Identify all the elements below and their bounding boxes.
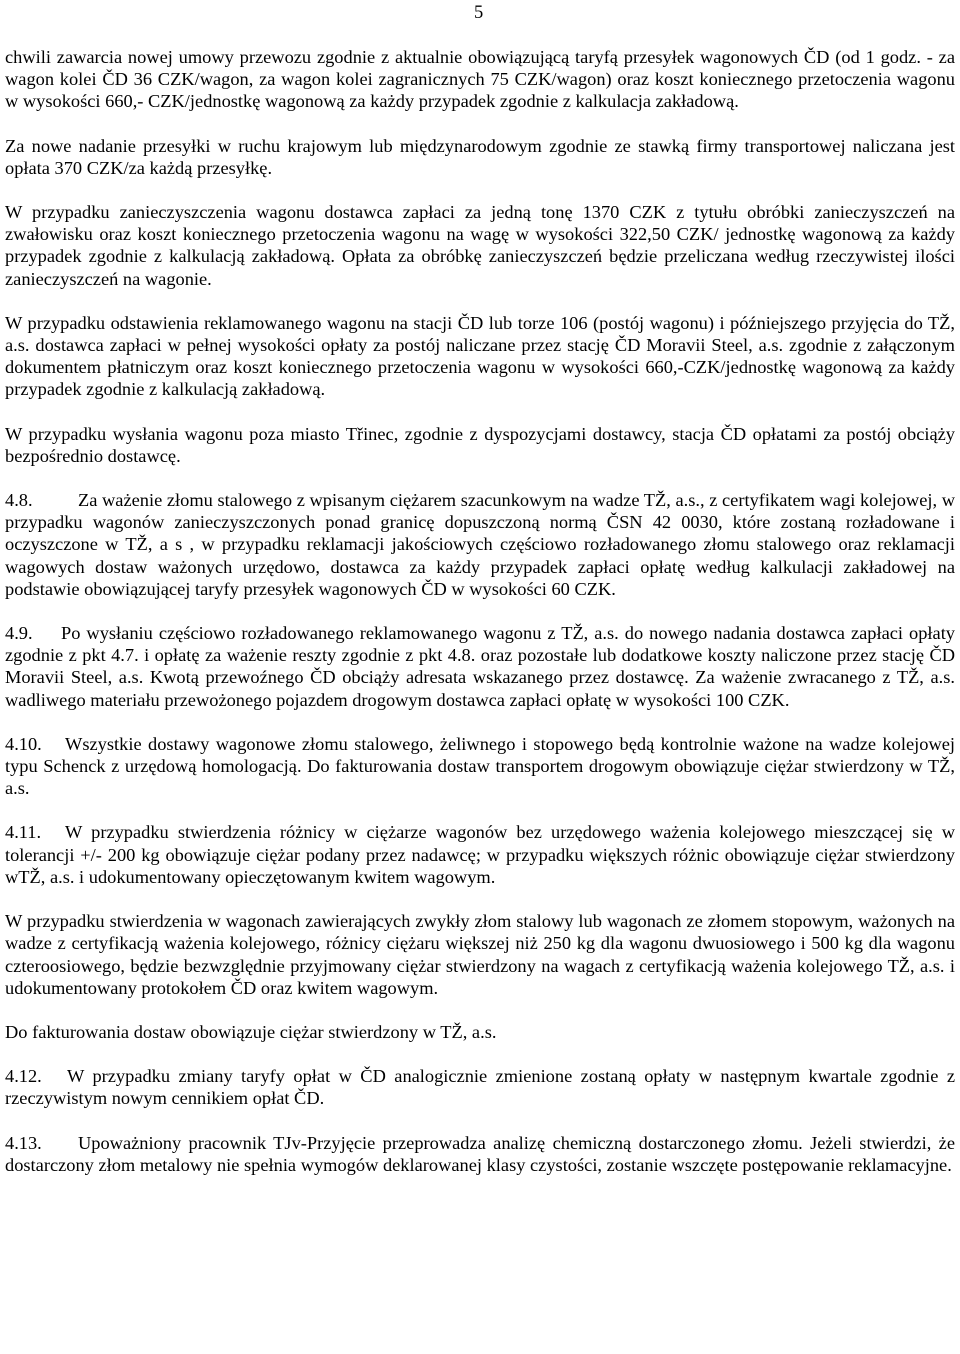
- section-number: 4.12.: [5, 1066, 42, 1087]
- section-4-10: [5, 733, 955, 800]
- paragraph-text: W przypadku zanieczyszczenia wagonu dostawca zapłaci za jedną tonę 1370 CZK z tytułu obróbki zanieczyszczeń na zwałowisku oraz koszt koniecznego przetoczenia wagonu na wagę w wysokości 322,50 CZK/ jednostkę wagonową za każdy przypadek zgodnie z kalkulacją zakładową. Opłata za obróbkę zanieczyszczeń będzie przeliczana według rzeczywistej ilości zanieczyszczeń na wagonie.: [5, 202, 955, 289]
- paragraph-text: W przypadku odstawienia reklamowanego wagonu na stacji ČD lub torze 106 (postój wagonu) i późniejszego przyjęcia do TŽ, a.s. dostawca zapłaci w pełnej wysokości opłaty za postój naliczane przez stację ČD Moravii Steel, a.s. zgodnie z załączonym dokumentem płatniczym oraz koszt koniecznego przetoczenia wagonu w wysokości 660,-CZK/jednostkę wagonową za każdy przypadek zgodnie z kalkulacją zakładową.: [5, 312, 955, 400]
- paragraph-shipment-fee: [5, 135, 955, 179]
- section-number: 4.8.: [5, 490, 33, 511]
- section-4-13: [5, 1132, 955, 1176]
- paragraph-text: W przypadku stwierdzenia w wagonach zawierających zwykły złom stalowy lub wagonach ze złomem stopowym, ważonych na wadze z certyfikacją ważenia kolejowego, różnicy ciężaru większej niż 250 kg dla wagonu dwuosiowego i 500 kg dla wagonu czteroosiowego, będzie bezwzględnie przyjmowany ciężar stwierdzony na wagach z certyfikacją ważenia kolejowego TŽ, a.s. i udokumentowany protokołem ČD oraz kwitem wagowym.: [5, 911, 955, 998]
- paragraph-text: Do fakturowania dostaw obowiązuje ciężar stwierdzony w TŽ, a.s.: [5, 1021, 497, 1042]
- section-4-9: [5, 622, 955, 711]
- paragraph-text: Po wysłaniu częściowo rozładowanego reklamowanego wagonu z TŽ, a.s. do nowego nadania dostawca zapłaci opłaty zgodnie z pkt 4.7. i opłatę za ważenie reszty zgodnie z pkt 4.8. oraz pozostałe lub dodatkowe koszty naliczone przez stację ČD Moravii Steel, a.s. Kwotą przewoźnego ČD obciąży adresata wskazanego przez dostawcę. Za ważenie zwracanego z TŽ, a.s. wadliwego materiału przewożonego pojazdem drogowym dostawca zapłaci opłatę w wysokości 100 CZK.: [5, 623, 955, 710]
- document-body: [5, 46, 955, 1198]
- paragraph-text: W przypadku stwierdzenia różnicy w ciężarze wagonów bez urzędowego ważenia kolejowego mieszczącej się w tolerancji +/- 200 kg obowiązuje ciężar podany przez nadawcę; w przypadku większych różnic obowiązuje ciężar stwierdzony wTŽ, a.s. i udokumentowany opieczętowanym kwitem wagowym.: [5, 822, 955, 887]
- paragraph-text: Wszystkie dostawy wagonowe złomu stalowego, żeliwnego i stopowego będą kontrolnie ważone na wadze kolejowej typu Schenck z urzędową homologacją. Do fakturowania dostaw transportem drogowym obowiązuje ciężar stwierdzony w TŽ, a.s.: [5, 733, 955, 799]
- paragraph-text: W przypadku wysłania wagonu poza miasto Třinec, zgodnie z dyspozycjami dostawcy, stacja ČD opłatami za postój obciąży bezpośrednio dostawcę.: [5, 423, 955, 466]
- section-4-12: [5, 1065, 955, 1109]
- paragraph-invoicing-weight: [5, 1021, 955, 1043]
- paragraph-wagon-parking: [5, 312, 955, 401]
- paragraph-text: Za ważenie złomu stalowego z wpisanym ciężarem szacunkowym na wadze TŽ, a.s., z certyfikatem wagi kolejowej, w przypadku wagonów zanieczyszczonych ponad granicę dopuszczoną normą ČSN 42 0030, które zostaną rozładowane i oczyszczone w TŽ, a s , w przypadku reklamacji jakościowych częściowo rozładowanego złomu stalowego oraz reklamacji wagowych dostaw ważonych urzędowo, dostawca za każdy przypadek zapłaci opłatę według kalkulacji zakładowej na podstawie obowiązującej taryfy przesyłek wagonowych ČD w wysokości 60 CZK.: [5, 490, 955, 599]
- page-number: 5: [474, 3, 484, 23]
- section-number: 4.11.: [5, 822, 42, 843]
- section-number: 4.9.: [5, 623, 33, 644]
- section-number: 4.13.: [5, 1132, 42, 1153]
- paragraph-text: Upoważniony pracownik TJv-Przyjęcie przeprowadza analizę chemiczną dostarczonego złomu. Jeżeli stwierdzi, że dostarczony złom metalowy nie spełnia wymogów deklarowanej klasy czystości, zostanie wszczęte postępowanie reklamacyjne.: [5, 1132, 955, 1175]
- paragraph-text: chwili zawarcia nowej umowy przewozu zgodnie z aktualnie obowiązującą taryfą przesyłek wagonowych ČD (od 1 godz. - za wagon kolei ČD 36 CZK/wagon, za wagon kolei zagranicznych 75 CZK/wagon) oraz koszt koniecznego przetoczenia wagonu w wysokości 660,- CZK/jednostkę wagonową za każdy przypadek zgodnie z kalkulacja zakładową.: [5, 47, 955, 112]
- paragraph-contamination: [5, 201, 955, 290]
- paragraph-continuation: [5, 46, 955, 113]
- paragraph-weight-differences: [5, 910, 955, 999]
- paragraph-wagon-dispatch: [5, 423, 955, 467]
- paragraph-text: W przypadku zmiany taryfy opłat w ČD analogicznie zmienione zostaną opłaty w następnym kwartale zgodnie z rzeczywistym nowym cennikiem opłat ČD.: [5, 1066, 955, 1109]
- section-number: 4.10.: [5, 733, 42, 754]
- section-4-11: [5, 821, 955, 888]
- paragraph-text: Za nowe nadanie przesyłki w ruchu krajowym lub międzynarodowym zgodnie ze stawką firmy transportowej naliczana jest opłata 370 CZK/za każdą przesyłkę.: [5, 135, 955, 178]
- section-4-8: [5, 489, 955, 600]
